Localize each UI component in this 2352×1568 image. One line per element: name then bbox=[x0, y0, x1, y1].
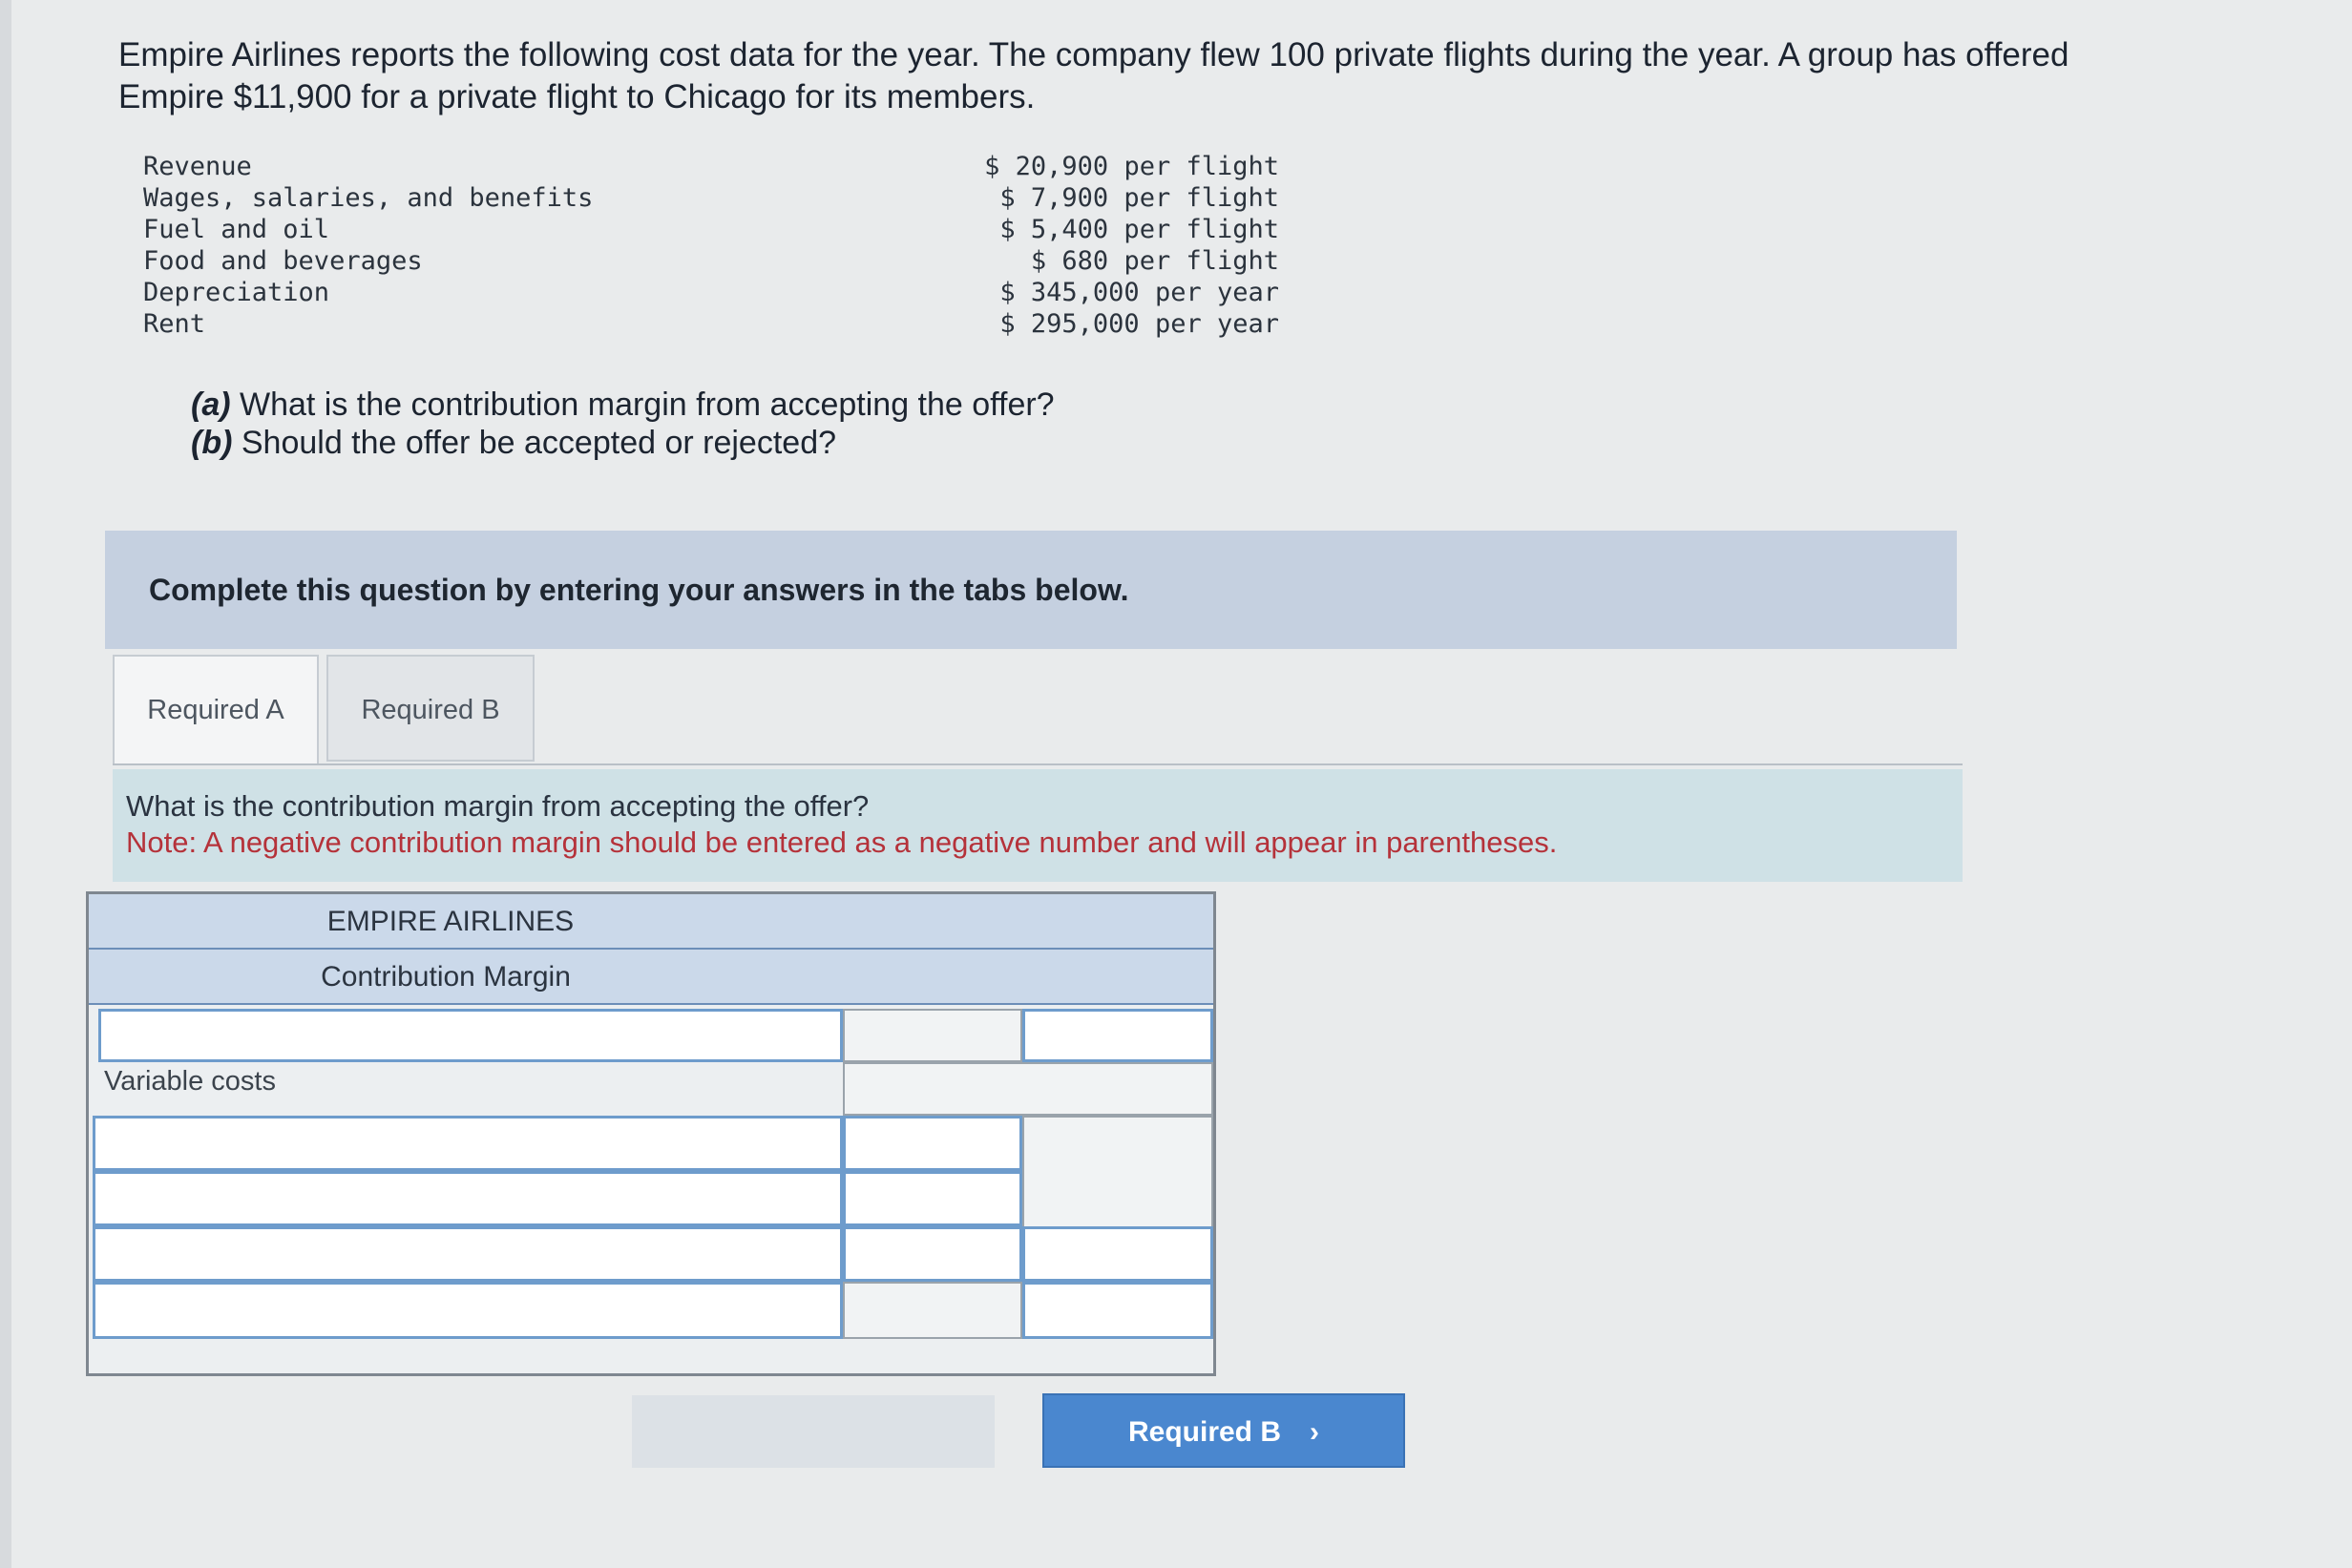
variable-cost-amount-input-3[interactable] bbox=[843, 1226, 1022, 1282]
variable-cost-label-input-3[interactable] bbox=[93, 1226, 843, 1282]
revenue-spacer-cell bbox=[843, 1009, 1022, 1062]
cost-label: Rent bbox=[143, 309, 206, 339]
question-b-text: Should the offer be accepted or rejected? bbox=[232, 425, 837, 461]
variable-cost-amount-input-2[interactable] bbox=[843, 1171, 1022, 1226]
revenue-label-input[interactable] bbox=[98, 1009, 843, 1062]
question-list bbox=[191, 386, 1055, 462]
variable-cost-label-input-2[interactable] bbox=[93, 1171, 843, 1226]
contribution-margin-worksheet bbox=[86, 891, 1216, 1376]
instructions-banner: Complete this question by entering your answers in the tabs below. bbox=[105, 531, 1957, 649]
variable-costs-header-cell bbox=[843, 1062, 1213, 1116]
cost-label: Fuel and oil bbox=[143, 215, 330, 244]
cost-label: Revenue bbox=[143, 152, 252, 181]
problem-intro bbox=[118, 34, 2123, 118]
total-variable-costs-input[interactable] bbox=[1022, 1226, 1213, 1282]
cost-value: $ 7,900 per flight bbox=[999, 183, 1279, 213]
question-b-letter: (b) bbox=[191, 425, 233, 461]
cost-row-wages bbox=[143, 182, 1279, 214]
contribution-margin-label-input[interactable] bbox=[93, 1282, 843, 1339]
chevron-right-icon: › bbox=[1310, 1416, 1320, 1448]
cost-label: Depreciation bbox=[143, 278, 330, 307]
contribution-margin-spacer-cell bbox=[843, 1282, 1022, 1339]
cost-value: $ 20,900 per flight bbox=[984, 152, 1279, 181]
previous-tab-button bbox=[632, 1395, 995, 1468]
cost-row-food bbox=[143, 245, 1279, 277]
worksheet-company-name: EMPIRE AIRLINES bbox=[89, 894, 1213, 950]
intro-line-2: Empire $11,900 for a private flight to Chicago for its members. bbox=[118, 78, 1036, 115]
cost-value: $ 5,400 per flight bbox=[999, 215, 1279, 244]
prompt-question: What is the contribution margin from accepting the offer? bbox=[126, 789, 870, 823]
answer-tabs bbox=[113, 655, 542, 765]
variable-costs-label: Variable costs bbox=[104, 1066, 276, 1097]
contribution-margin-amount-input[interactable] bbox=[1022, 1282, 1213, 1339]
cost-label: Wages, salaries, and benefits bbox=[143, 183, 594, 213]
cost-row-depreciation bbox=[143, 277, 1279, 308]
next-button-label: Required B bbox=[1127, 1416, 1282, 1448]
cost-value: $ 345,000 per year bbox=[999, 278, 1279, 307]
tab-divider bbox=[113, 763, 1963, 765]
cost-data-table bbox=[143, 151, 1279, 340]
cost-row-fuel bbox=[143, 214, 1279, 245]
variable-cost-label-input-1[interactable] bbox=[93, 1116, 843, 1171]
next-required-b-button[interactable] bbox=[1042, 1393, 1405, 1468]
tab-required-a[interactable]: Required A bbox=[113, 655, 319, 765]
intro-line-1: Empire Airlines reports the following cost data for the year. The company flew 100 private flights during the year. A group has offered bbox=[118, 36, 2069, 73]
cost-row-rent bbox=[143, 308, 1279, 340]
question-a bbox=[191, 386, 1055, 424]
cost-row-revenue bbox=[143, 151, 1279, 182]
revenue-amount-input[interactable] bbox=[1022, 1009, 1213, 1062]
worksheet-title: Contribution Margin bbox=[89, 950, 1213, 1005]
tab-required-b[interactable]: Required B bbox=[326, 655, 535, 762]
variable-cost-amount-input-1[interactable] bbox=[843, 1116, 1022, 1171]
question-a-text: What is the contribution margin from accepting the offer? bbox=[230, 387, 1055, 423]
cost-value: $ 295,000 per year bbox=[999, 309, 1279, 339]
cost-label: Food and beverages bbox=[143, 246, 423, 276]
question-b bbox=[191, 424, 1055, 462]
window-edge bbox=[0, 0, 11, 1568]
question-a-letter: (a) bbox=[191, 387, 231, 423]
prompt-box bbox=[113, 769, 1963, 882]
cost-value: $ 680 per flight bbox=[1030, 246, 1279, 276]
prompt-note: Note: A negative contribution margin should be entered as a negative number and will appear in parentheses. bbox=[126, 826, 1558, 859]
